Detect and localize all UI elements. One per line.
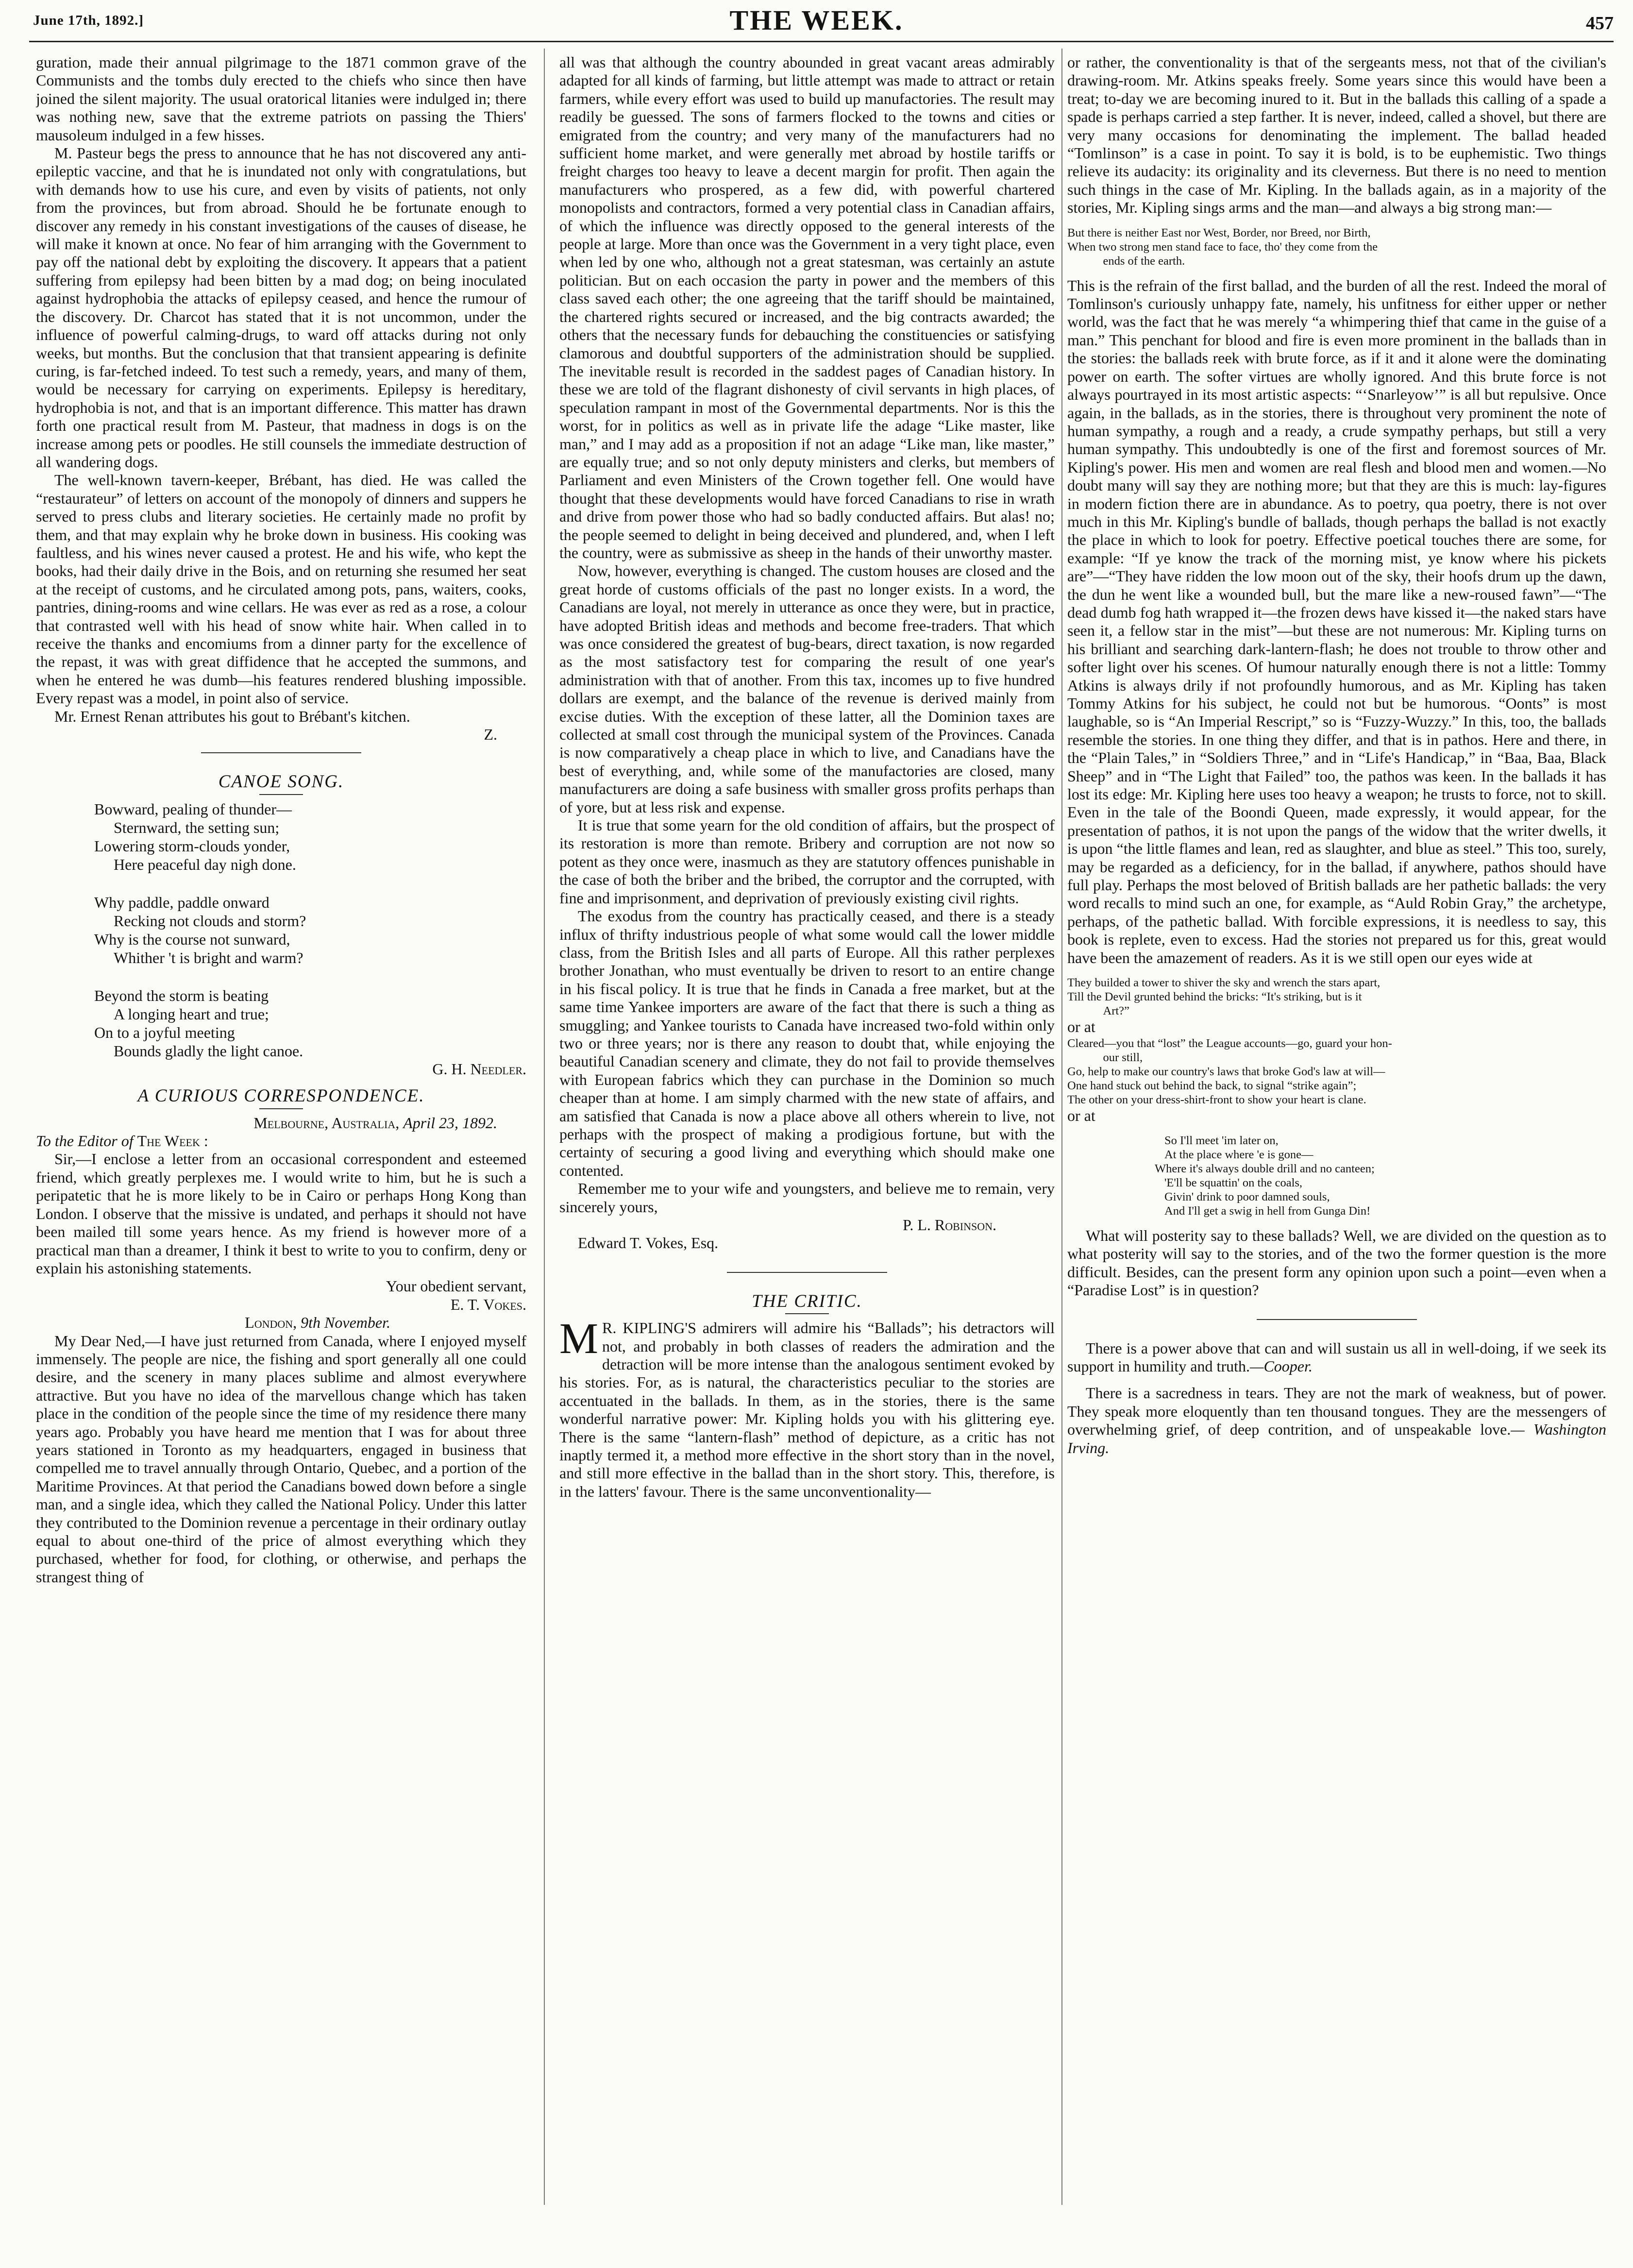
signature: P. L. Robinson. bbox=[903, 1216, 996, 1234]
signature: Z. bbox=[484, 726, 497, 744]
salutation: To the Editor of The Week : bbox=[36, 1132, 208, 1150]
poem-title: CANOE SONG. bbox=[218, 772, 344, 792]
poem-line: Whither 't is bright and warm? bbox=[114, 948, 303, 966]
poem-author: G. H. Needler. bbox=[432, 1060, 526, 1078]
verse-line: Cleared—you that “lost” the League accounts—go, guard your hon- bbox=[1067, 1036, 1392, 1050]
poem-stanza-1 bbox=[94, 800, 526, 874]
poem-line: Bowward, pealing of thunder— bbox=[94, 800, 292, 818]
critic-paragraph: This is the refrain of the first ballad, and the burden of all the rest. Indeed the moral of Tomlinson's curiously unhappy fate, namely, his unfitness for either upper or nether world, was the fact that he was merely “a whimpering thief that came in the guise of a man.” This penchant for blood and fire is even more prominent in the ballads than in the stories: the ballads reek with brute force, as if it and it alone were the dominating power on earth. The softer virtues are wholly ignored. And this brute force is not always pourtrayed in its most artistic aspects: “‘Snarleyow’” is all but repulsive. Once again, in the ballads, as in the stories, there is throughout very prominent the note of human sympathy, a rough and a ready, a crude sympathy perhaps, but still a very human sympathy. This undoubtedly is one of the first and foremost sources of Mr. Kipling's power. His men and women are real flesh and blood men and women.—No doubt many will say they are nothing more; but that they are this is much: lay-figures in modern fiction there are in abundance. As to poetry, qua poetry, there is not over much in this Mr. Kipling's bundle of ballads, though perhaps the ballad is not exactly the place in which to look for poetry. Effective poetical touches there are some, for example: “If ye know the track of the morning mist, ye know where his pickets are”—“They have ridden the low moon out of the sky, their hoofs drum up the dawn, the dun he went like a wounded bull, but the mare like a new-roused fawn”—“The dead dumb fog hath wrapped it—the frozen dews have kissed it—the naked stars have seen it, a fellow star in the mist”—but these are not numerous: Mr. Kipling turns on his brilliant and searching dark-lantern-flash; he does not trouble to throw other and softer light over his scenes. Of humour naturally enough there is not a little: Tommy Atkins is always drily if not profoundly humorous, and as Mr. Kipling has taken Tommy Atkins for his subject, he could not but be humorous. “Oonts” is most laughable, so is “An Imperial Rescript,” so is “Fuzzy-Wuzzy.” In this, too, the ballads resemble the stories. In one thing they differ, and that is in pathos. Here and there, in the “Plain Tales,” in “Soldiers Three,” and in “Life's Handicap,” in “Baa, Baa, Black Sheep” and in “The Light that Failed” too, the pathos was keen. In the ballads it has lost its edge: Mr. Kipling here uses too heavy a weapon; he trusts to force, not to skill. Even in the tale of the Boondi Queen, made expressly, it would appear, for the presentation of pathos, it is not upon the pangs of the widow that the writer dwells, it is upon “the little flames and lean, red as slaughter, and blue as steel.” This too, surely, may be regarded as a deficiency, for in the ballad, if anywhere, pathos should have full play. Perhaps the most beloved of British ballads are her pathetic ballads: the very word recalls to mind such an one, for example, as “Auld Robin Gray,” the archetype, perhaps, of the pathetic ballad. With forcible expressions, it is needless to say, this book is replete, even to excess. Had the stories not prepared us for this, great would have been the amazement of readers. As it is we still open our eyes wide at bbox=[1067, 276, 1606, 966]
critic-title: THE CRITIC. bbox=[752, 1291, 862, 1311]
column-rule bbox=[544, 49, 545, 2205]
verse-line: our still, bbox=[1067, 1050, 1143, 1064]
correspondence-title: A CURIOUS CORRESPONDENCE. bbox=[137, 1086, 425, 1106]
drop-cap: M bbox=[559, 1315, 599, 1363]
poem-line: Lowering storm-clouds yonder, bbox=[94, 837, 290, 855]
connector-text: or at bbox=[1067, 1018, 1095, 1036]
verse-line: ends of the earth. bbox=[1067, 254, 1185, 268]
dateline bbox=[36, 1314, 390, 1332]
dateline-place: London, bbox=[245, 1314, 297, 1332]
poem-line: Recking not clouds and storm? bbox=[114, 912, 306, 930]
letter-paragraph: My Dear Ned,—I have just returned from Canada, where I enjoyed myself immensely. The people are nice, the fishing and sport generally all one could desire, and the scenery in many places sublime and almost everywhere attractive. But you have no idea of the marvellous change which has taken place in the condition of the people since the time of my residence there many years ago. Probably you have heard me mention that I was for about three years stationed in Toronto as my headquarters, engaged in business that compelled me to travel annually through Ontario, Quebec, and a portion of the Maritime Provinces. At that period the Canadians bowed down before a single man, and a single idea, which they called the National Policy. Under this latter they contributed to the Dominion revenue a percentage in their ordinary outlay equal to about one-third of the price of almost everything which they purchased, whether for food, for clothing, or otherwise, and perhaps the strangest thing of bbox=[36, 1332, 526, 1586]
critic-paragraph: or rather, the conventionality is that of the sergeants mess, not that of the civilian's drawing-room. Mr. Atkins speaks freely. Some years since this would have been a treat; to-day we are becoming inured to it. But in the ballads this calling of a spade a spade is perhaps carried a step farther. It is never, indeed, called a shovel, but there are very many occasions for denominating the implement. The ballad headed “Tomlinson” is a case in point. To say it is bold, is to be euphemistic. Two things relieve its audacity: its originality and its cleverness. But there is no need to mention such things in the case of Mr. Kipling. In the ballads again, as in a majority of the stories, Mr. Kipling sings arms and the man—and always a big strong man:— bbox=[1067, 53, 1606, 217]
verse-line: At the place where 'e is gone— bbox=[1164, 1148, 1313, 1161]
verse-quote-1 bbox=[1067, 226, 1606, 268]
critic-paragraph: What will posterity say to these ballads? Well, we are divided on the question as to what posterity will say to the stories, and of the two the former question is the more difficult. Besides, can the present form any opinion upon such a point—even when a “Paradise Lost” is in question? bbox=[1067, 1226, 1606, 1299]
quotation-cooper bbox=[1067, 1339, 1606, 1376]
verse-line: One hand stuck out behind the back, to signal “strike again”; bbox=[1067, 1079, 1357, 1092]
paragraph: guration, made their annual pilgrimage to the 1871 common grave of the Communists and the tombs duly erected to the chiefs who since then have joined the silent majority. The usual oratorical litanies were indulged in; there was nothing new, save that the extreme patriots on passing the Thiers' mausoleum indulged in a few hisses. bbox=[36, 53, 526, 144]
dateline-place: Melbourne, Australia, bbox=[253, 1114, 400, 1132]
verse-line: They builded a tower to shiver the sky and wrench the stars apart, bbox=[1067, 976, 1380, 990]
title-rule bbox=[259, 1108, 303, 1109]
header-rule bbox=[29, 41, 1614, 42]
dateline bbox=[36, 1114, 497, 1132]
verse-quote-4 bbox=[1155, 1134, 1606, 1218]
verse-line: But there is neither East nor West, Border, nor Breed, nor Birth, bbox=[1067, 226, 1371, 239]
closing: Your obedient servant, bbox=[386, 1277, 526, 1295]
dateline-date: April 23, 1892. bbox=[403, 1114, 497, 1132]
verse-quote-3 bbox=[1067, 1036, 1606, 1107]
letter-paragraph: It is true that some yearn for the old condition of affairs, but the prospect of its restoration is more than remote. Bribery and corruption are not now so potent as they once were, inasmuch as they are statutory offences punishable in the case of both the briber and the bribed, the corruptor and the corrupted, with fine and imprisonment, and deprivation of previously existing civil rights. bbox=[559, 816, 1055, 907]
quotation-irving bbox=[1067, 1384, 1606, 1457]
salutation-publication: The Week bbox=[137, 1132, 200, 1150]
column-rule bbox=[1061, 49, 1062, 2205]
paragraph-renan: Mr. Ernest Renan attributes his gout to Brébant's kitchen. bbox=[54, 707, 410, 725]
verse-line: Till the Devil grunted behind the bricks: “It's striking, but is it bbox=[1067, 990, 1362, 1004]
poem-stanza-3 bbox=[94, 986, 526, 1060]
paragraph-pasteur: M. Pasteur begs the press to announce that he has not discovered any anti-epileptic vaccine, and that he is inundated not only with congratulations, but with demands how to use his cure, and even by visits of patients, not only from the provinces, but from abroad. Should he be fortunate enough to discover any remedy in his constant investigations of the causes of disease, he will make it known at once. No fear of him arranging with the Government to pay off the national debt by exploiting the discovery. It appears that a patient suffering from epilepsy had been bitten by a mad dog; on being inoculated against hydrophobia the attacks of epilepsy ceased, and hence the rumour of the discovery. Dr. Charcot has stated that it is not uncommon, under the influence of powerful calming-drugs, to ward off attacks during not only weeks, but months. But the conclusion that that transient appearing is definite curing, is far-fetched indeed. To test such a remedy, years, and many of them, would be necessary for carrying on experiments. Epilepsy is hereditary, hydrophobia is not, and that is an important difference. This matter has drawn forth one practical result from M. Pasteur, that madness in dogs is on the increase among pets or poodles. He still counsels the immediate destruction of all wandering dogs. bbox=[36, 144, 526, 471]
verse-line: 'E'll be squattin' on the coals, bbox=[1164, 1176, 1303, 1189]
paragraph-brebant: The well-known tavern-keeper, Brébant, has died. He was called the “restaurateur” of letters on account of the monopoly of dinners and suppers he served to press clubs and literary societies. He certainly made no profit by them, and that may explain why he broke down in business. His cooking was faultless, and his wines never caused a protest. He and his wife, who kept the books, had their daily drive in the Bois, and on returning she resumed her seat at the receipt of customs, and he circulated among pots, pans, waiters, cooks, pantries, dining-rooms and wine cellars. He was ever as red as a rose, a colour that contrasted well with his head of snow white hair. When called in to receive the thanks and encomiums from a dinner party for the excellence of the repast, it was with great diffidence that he accepted the summons, and when he entered he was dumb—his features rendered blushing impossible. Every repast was a model, in point also of service. bbox=[36, 471, 526, 707]
quotation-text: There is a sacredness in tears. They are not the mark of weakness, but of power. They speak more eloquently than ten thousand tongues. They are the messengers of overwhelming grief, of deep contrition, and of unspeakable love. bbox=[1067, 1384, 1606, 1439]
column-2 bbox=[559, 53, 1055, 2263]
poem-stanza-2 bbox=[94, 893, 526, 967]
quotation-author: —Cooper. bbox=[1249, 1357, 1313, 1375]
verse-line: Go, help to make our country's laws that broke God's law at will— bbox=[1067, 1065, 1385, 1078]
letter-paragraph: The exodus from the country has practically ceased, and there is a steady influx of thrifty industrious people of what some would call the lower middle class, from the British Isles and all parts of Europe. All this rather perplexes brother Jonathan, who must eventually be driven to resort to an entire change in his fiscal policy. It is true that he finds in Canada a free market, but at the same time Yankee importers are aware of the fact that there is such a thing as smuggling; and Yankee tourists to Canada have increased two-fold within only two or three years; nor is there any reason to doubt that, while enjoying the beautiful Canadian scenery and climate, they do not fail to provide themselves with European fabrics which they can purchase in the Dominion so much cheaper than at home. I am simply charmed with the new state of affairs, and am satisfied that Canada is now a place above all others wherein to live, not perhaps with the prospect of making a prodigious fortune, but with the certainty of securing a good living and everything which should make one contented. bbox=[559, 907, 1055, 1179]
publication-title: THE WEEK. bbox=[729, 4, 904, 36]
poem-line: A longing heart and true; bbox=[114, 1005, 269, 1023]
poem-line: Here peaceful day nigh done. bbox=[114, 855, 296, 873]
column-1 bbox=[36, 53, 526, 2263]
addressee: Edward T. Vokes, Esq. bbox=[578, 1234, 719, 1252]
poem-line: Why paddle, paddle onward bbox=[94, 893, 269, 911]
verse-line: Where it's always double drill and no canteen; bbox=[1155, 1162, 1375, 1175]
signature: E. T. Vokes. bbox=[450, 1295, 526, 1313]
dateline-date: 9th November. bbox=[301, 1314, 390, 1332]
poem-line: Why is the course not sunward, bbox=[94, 930, 290, 948]
salutation-text: To the Editor of bbox=[36, 1132, 134, 1150]
critic-paragraph bbox=[559, 1315, 1055, 1501]
verse-line: The other on your dress-shirt-front to show your heart is clane. bbox=[1067, 1093, 1366, 1106]
verse-line: And I'll get a swig in hell from Gunga Din! bbox=[1164, 1204, 1371, 1218]
letter-paragraph: all was that although the country abounded in great vacant areas admirably adapted for all kinds of farming, but little attempt was made to attract or retain farmers, while every effort was used to build up manufactories. The result may readily be guessed. The sons of farmers flocked to the towns and cities or emigrated from the country; and very many of the manufacturers had no sufficient home market, and were generally met abroad by hostile tariffs or freight charges too heavy to leave a decent margin for profit. Then again the manufacturers who prospered, as a few did, with powerful chartered monopolists and contractors, formed a very potential class in Canadian affairs, of which the influence was directly opposed to the general interests of the people at large. More than once was the Government in a very tight place, even when led by one who, although not a great statesman, was certainly an astute politician. But on each occasion the party in power and the members of this class saved each other; the one agreeing that the tariff should be maintained, the chartered rights secured or increased, and the big contracts awarded; the others that the necessary funds for debauching the constituencies or satisfying clamorous and doubtful supporters of the administration should be supplied. The inevitable result is recorded in the saddest pages of Canadian history. In these we are told of the flagrant dishonesty of civil servants in high places, of speculation rampant in most of the Governmental departments. Nor is this the worst, for in politics as well as in private life the adage “Like master, like man,” and I may add as a proposition if not an adage “Like man, like master,” are equally true; and so not only deputy ministers and clerks, but members of Parliament and even Ministers of the Crown together fell. One would have thought that these developments would have forced Canadians to rise in wrath and drive from power those who had so badly conducted affairs. But alas! no; the people seemed to delight in being deceived and plundered, and, when I left the country, were as submissive as sheep in the hands of their unworthy master. bbox=[559, 53, 1055, 561]
title-rule bbox=[259, 794, 303, 795]
page-number: 457 bbox=[1586, 13, 1614, 34]
poem-line: Beyond the storm is beating bbox=[94, 986, 269, 1004]
issue-date: June 17th, 1892.] bbox=[33, 13, 144, 28]
quotation-author: — Washington Irving. bbox=[1067, 1421, 1606, 1456]
verse-quote-2 bbox=[1067, 976, 1606, 1018]
verse-line: Art?” bbox=[1067, 1004, 1129, 1018]
verse-line: So I'll meet 'im later on, bbox=[1164, 1134, 1279, 1147]
poem-line: On to a joyful meeting bbox=[94, 1023, 235, 1041]
title-rule bbox=[785, 1313, 829, 1314]
verse-line: Givin' drink to poor damned souls, bbox=[1164, 1190, 1330, 1203]
letter-closing: Remember me to your wife and youngsters, and believe me to remain, very sincerely yours, bbox=[559, 1180, 1055, 1216]
letter-paragraph: Now, however, everything is changed. The custom houses are closed and the great horde of customs officials of the past no longer exists. In a word, the Canadians are loyal, not merely in utterance as once they were, but in practice, have adopted British ideas and methods and become free-traders. That which was once considered the greatest of bug-bears, direct taxation, is now regarded as the most satisfactory test for comparing the result of one year's administration with that of another. From this tax, incomes up to five hundred dollars are exempt, and the balance of the revenue is derived mainly from excise duties. With the exception of these latter, all the Dominion taxes are collected at small cost through the municipal system of the Provinces. Canada is now comparatively a cheap place in which to live, and Canadians have the best of everything, and, while some of the manufactories are closed, many manufacturers are doing a safe business with smaller gross profits perhaps than of yore, but at less risk and expense. bbox=[559, 562, 1055, 816]
quotation-text: There is a power above that can and will sustain us all in well-doing, if we seek its support in humility and truth. bbox=[1067, 1339, 1606, 1375]
poem-line: Sternward, the setting sun; bbox=[114, 818, 280, 836]
column-3 bbox=[1067, 53, 1606, 2263]
correspondence-body: Sir,—I enclose a letter from an occasional correspondent and esteemed friend, which greatly perplexes me. I would write to him, but he is such a peripatetic that he is more likely to be in Cairo or perhaps Hong Kong than London. I observe that the missive is undated, and perhaps it should not have been mailed till some years hence. As my friend is however more of a practical man than a dreamer, I think it best to write to you to confirm, deny or explain his astonishing statements. bbox=[36, 1150, 526, 1277]
critic-text: R. KIPLING'S admirers will admire his “Ballads”; his detractors will not, and probably in both classes of readers the admiration and the detraction will be more intense than the analogous sentiment evoked by his stories. For, as is natural, the characteristics peculiar to the stories are accentuated in the ballads. In them, as in the stories, there is the same wonderful narrative power: Mr. Kipling holds you with his glittering eye. There is the same “lantern-flash” method of depicture, as a critic has not inaptly termed it, a method more effective in the short story than in the novel, and still more effective in the ballad than in the short story. This, therefore, is in the latters' favour. There is the same unconventionality— bbox=[559, 1319, 1055, 1500]
poem-line: Bounds gladly the light canoe. bbox=[114, 1042, 303, 1060]
connector-text: or at bbox=[1067, 1106, 1095, 1124]
verse-line: When two strong men stand face to face, tho' they come from the bbox=[1067, 240, 1378, 254]
